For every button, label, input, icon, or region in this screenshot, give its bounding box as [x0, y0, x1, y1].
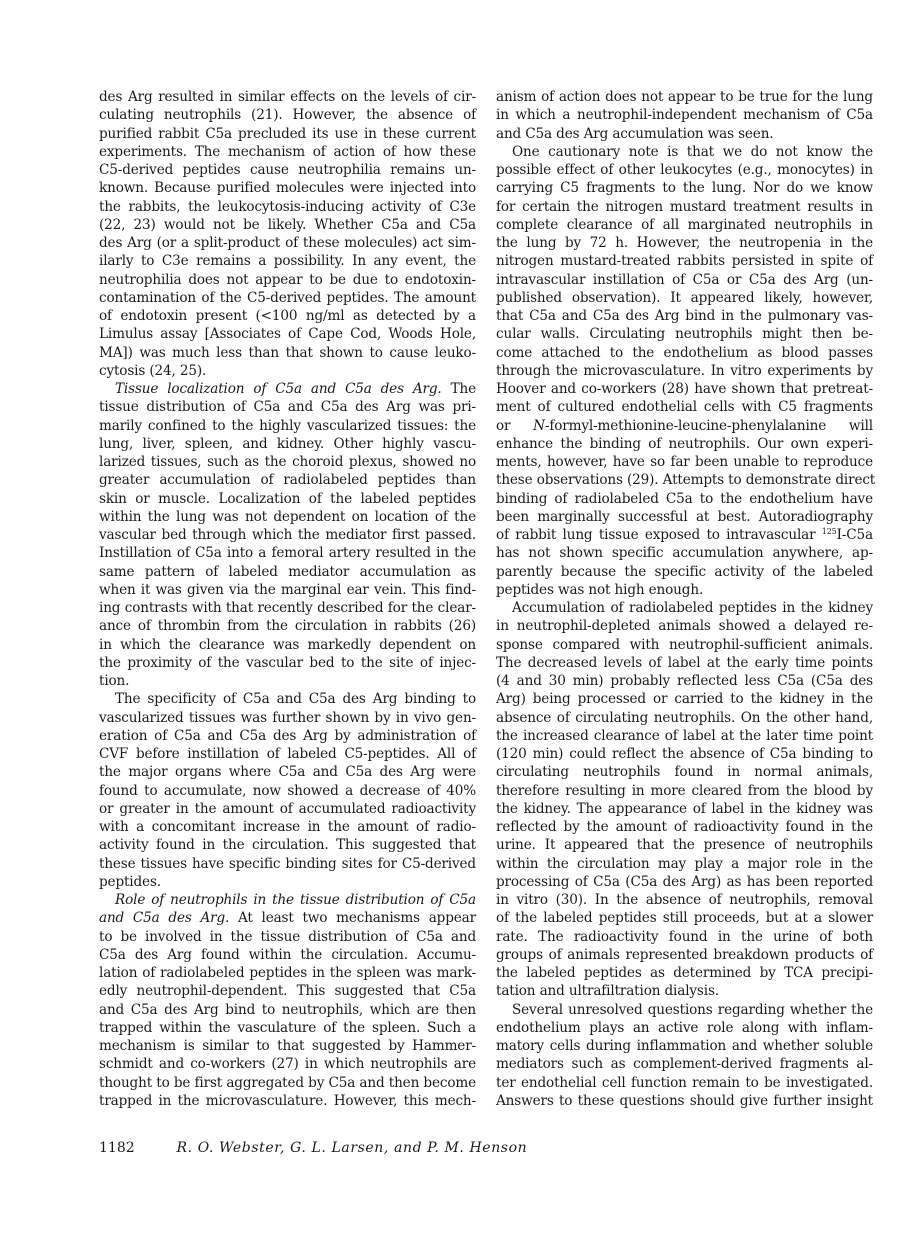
section-heading-line [99, 909, 476, 927]
text-line [496, 289, 873, 307]
text-line [496, 636, 873, 654]
text-span: tissue distribution of C5a and C5a des Arg was pri- [99, 399, 476, 416]
text-span: and C5a des Arg bind to neutrophils, which are then [99, 1001, 476, 1018]
text-span: The [441, 381, 476, 397]
text-span: or greater in the amount of accumulated radioactivity [99, 800, 476, 817]
text-span: Instillation of C5a into a femoral artery resulted in the [99, 545, 476, 562]
text-span: come attached to the endothelium as blood passes [496, 344, 873, 361]
text-span: tation and ultrafiltration dialysis. [496, 983, 719, 1000]
text-line [496, 836, 873, 854]
text-span: binding of radiolabeled C5a to the endothelium have [496, 490, 873, 507]
text-span: lung, liver, spleen, and kidney. Other highly vascu- [99, 435, 476, 452]
text-line [99, 928, 476, 946]
text-line [496, 544, 873, 562]
text-line [496, 1037, 873, 1055]
text-span: contamination of the C5-derived peptides. The amount [99, 289, 476, 306]
text-line [99, 143, 476, 161]
text-line [99, 289, 476, 307]
text-line [99, 490, 476, 508]
text-line [99, 818, 476, 836]
text-line [496, 143, 873, 161]
text-span: with a concomitant increase in the amount of radio- [99, 819, 476, 835]
text-span: des Arg (or a split-product of these molecules) act sim- [99, 235, 476, 251]
text-line [496, 581, 873, 599]
text-line [99, 836, 476, 854]
text-line [496, 946, 873, 964]
text-line [496, 252, 873, 270]
left-column [99, 88, 476, 1110]
text-line [496, 982, 873, 1000]
text-span: The specificity of C5a and C5a des Arg binding to [115, 691, 476, 708]
text-span: same pattern of labeled mediator accumulation as [99, 563, 476, 580]
text-line [99, 417, 476, 435]
text-line [99, 1074, 476, 1092]
section-heading-line [99, 380, 476, 398]
text-line [99, 471, 476, 489]
text-span: At least two mechanisms appear [229, 910, 476, 927]
text-line [496, 727, 873, 745]
text-line [496, 271, 873, 289]
text-line [496, 125, 873, 143]
text-span: activity found in the circulation. This suggested that [99, 837, 476, 854]
text-line [496, 818, 873, 836]
text-span: mediators such as complement-derived fragments al- [496, 1056, 873, 1073]
text-line [99, 125, 476, 143]
text-line [99, 800, 476, 818]
text-span: ment of cultured endothelial cells with C5 fragments [496, 399, 873, 416]
text-span: absence of circulating neutrophils. On the other hand, [496, 709, 873, 726]
text-span: processing of C5a (C5a des Arg) as has been reported [496, 873, 873, 890]
text-line [496, 471, 876, 489]
text-line [99, 362, 476, 380]
text-span: published observation). It appeared likely, however, [496, 289, 873, 306]
text-line [99, 435, 476, 453]
text-line [496, 526, 873, 544]
text-span: nitrogen mustard-treated rabbits persisted in spite of [496, 253, 873, 270]
text-span: experiments. The mechanism of action of how these [99, 143, 476, 160]
text-span: CVF before instillation of labeled C5-peptides. All of [99, 746, 476, 762]
text-span: known. Because purified molecules were injected into [99, 180, 476, 197]
text-span: the proximity of the vascular bed to the site of injec- [99, 654, 476, 671]
text-span: anism of action does not appear to be true for the lung [496, 89, 873, 105]
running-footer-authors: R. O. Webster, G. L. Larsen, and P. M. Henson [176, 1140, 528, 1156]
text-span: culating neutrophils (21). However, the absence of [99, 107, 476, 124]
text-span: in neutrophil-depleted animals showed a delayed re- [496, 618, 873, 635]
text-line [99, 216, 476, 234]
text-line [496, 654, 873, 672]
text-line [99, 672, 476, 690]
text-line [99, 763, 476, 781]
text-span: peptides was not high enough. [496, 581, 704, 598]
text-span: cular walls. Circulating neutrophils might then be- [496, 326, 873, 343]
text-span: Arg) being processed or carried to the kidney in the [496, 691, 873, 708]
text-line [99, 873, 476, 891]
text-line [99, 581, 476, 599]
text-span: the rabbits, the leukocytosis-inducing activity of C3e [99, 198, 476, 215]
text-line [496, 398, 873, 416]
text-span: (120 min) could reflect the absence of C5a binding to [496, 746, 873, 762]
text-line [496, 1001, 873, 1019]
right-column [496, 88, 876, 1110]
text-span: mechanism is similar to that suggested by Hammer- [99, 1038, 476, 1054]
text-span: the lung by 72 h. However, the neutropenia in the [496, 235, 873, 251]
text-span: to be involved in the tissue distribution of C5a and [99, 928, 476, 945]
text-line [99, 599, 476, 617]
text-span: these observations (29). Attempts to demonstrate direct [496, 472, 876, 489]
text-span: greater accumulation of radiolabeled peptides than [99, 472, 476, 489]
text-span: been marginally successful at best. Autoradiography [496, 508, 873, 525]
text-line [496, 88, 873, 106]
text-span: endothelium plays an active role along with inflam- [496, 1019, 873, 1036]
text-span: in which the clearance was markedly dependent on [99, 636, 476, 653]
text-span: ing contrasts with that recently described for the clear- [99, 600, 476, 616]
text-span: One cautionary note is that we do not know the [512, 143, 873, 160]
text-line [496, 362, 873, 380]
text-line [99, 398, 476, 416]
text-line [99, 106, 476, 124]
text-span: within the circulation may play a major role in the [496, 855, 873, 872]
text-span: thought to be first aggregated by C5a and then become [99, 1074, 476, 1091]
text-line [496, 508, 873, 526]
text-line [496, 344, 873, 362]
text-span: reflected by the amount of radioactivity found in the [496, 819, 873, 835]
text-line [99, 1037, 476, 1055]
text-span: sponse compared with neutrophil-sufficient animals. [496, 636, 873, 653]
isotope-superscript: 125 [821, 527, 837, 536]
text-span: possible effect of other leukocytes (e.g., monocytes) in [496, 162, 873, 178]
section-heading-line [99, 891, 476, 909]
text-span: purified rabbit C5a precluded its use in these current [99, 125, 476, 142]
text-span: The decreased levels of label at the early time points [496, 654, 873, 671]
text-line [99, 690, 476, 708]
text-line [496, 709, 873, 727]
text-span: complete clearance of all marginated neutrophils in [496, 216, 873, 233]
text-line [496, 307, 873, 325]
text-line [99, 307, 476, 325]
text-span: the increased clearance of label at the later time point [496, 727, 873, 744]
text-line [496, 216, 873, 234]
text-line [99, 654, 476, 672]
text-span: of the labeled peptides still proceeds, but at a slower [496, 910, 873, 927]
text-span: therefore resulting in more cleared from the blood by [496, 782, 873, 799]
text-line [496, 325, 873, 343]
text-span: the kidney. The appearance of label in the kidney was [496, 800, 873, 817]
text-span: vascular bed through which the mediator first passed. [99, 527, 476, 543]
text-line [496, 891, 873, 909]
text-line [99, 271, 476, 289]
text-span: Hoover and co-workers (28) have shown that pretreat- [496, 381, 873, 397]
text-line [99, 88, 476, 106]
text-span: trapped in the microvasculature. However, this mech- [99, 1092, 476, 1109]
text-line [496, 800, 873, 818]
text-line [99, 344, 476, 362]
text-span: and C5a des Arg accumulation was seen. [496, 125, 774, 142]
text-span: vascularized tissues was further shown by in vivo gen- [99, 709, 476, 726]
text-span: the labeled peptides as determined by TCA precipi- [496, 965, 873, 981]
text-span: MA]) was much less than that shown to cause leuko- [99, 344, 476, 361]
text-line [496, 435, 873, 453]
text-line [496, 672, 873, 690]
text-line [99, 508, 476, 526]
text-line [99, 982, 476, 1000]
text-span: in vitro (30). In the absence of neutrophils, removal [496, 892, 873, 908]
text-line [99, 544, 476, 562]
text-span: has not shown specific accumulation anywhere, ap- [496, 545, 873, 562]
text-span: larized tissues, such as the choroid plexus, showed no [99, 454, 476, 470]
text-span: edly neutrophil-dependent. This suggested that C5a [99, 983, 476, 1000]
text-span: Limulus assay [Associates of Cape Cod, Woods Hole, [99, 326, 476, 343]
text-line [496, 909, 873, 927]
text-line [496, 1074, 873, 1092]
text-line [496, 563, 873, 581]
text-span: of endotoxin present (<100 ng/ml as detected by a [99, 308, 476, 324]
text-span: C5a des Arg found within the circulation. Accumu- [99, 946, 476, 963]
text-line [99, 325, 476, 343]
text-line [99, 1019, 476, 1037]
text-line [496, 617, 873, 635]
text-span: tion. [99, 673, 130, 689]
italic-term: N [533, 417, 545, 434]
text-line [99, 946, 476, 964]
text-line [99, 234, 476, 252]
text-span: carrying C5 fragments to the lung. Nor do we know [496, 180, 873, 197]
text-line [496, 855, 873, 873]
text-span: through the microvasculature. In vitro experiments by [496, 362, 873, 379]
text-span: parently because the specific activity of the labeled [496, 563, 873, 580]
text-span: within the lung was not dependent on location of the [99, 508, 476, 525]
section-heading: and C5a des Arg. [99, 910, 230, 927]
text-span: for certain the nitrogen mustard treatment results in [496, 198, 873, 215]
text-line [496, 964, 873, 982]
text-span: found to accumulate, now showed a decrease of 40% [99, 782, 476, 799]
text-line [99, 252, 476, 270]
text-line [99, 855, 476, 873]
text-span: marily confined to the highly vascularized tissues: the [99, 417, 476, 434]
text-span: when it was given via the marginal ear vein. This find- [99, 581, 476, 598]
text-span: in which a neutrophil-independent mechanism of C5a [496, 107, 873, 124]
text-span: Accumulation of radiolabeled peptides in the kidney [512, 600, 873, 616]
text-line [99, 526, 476, 544]
text-span: (22, 23) would not be likely. Whether C5a and C5a [99, 216, 476, 233]
text-span: matory cells during inflammation and whether soluble [496, 1038, 873, 1054]
text-line [99, 198, 476, 216]
text-span: schmidt and co-workers (27) in which neutrophils are [99, 1056, 476, 1073]
text-span: lation of radiolabeled peptides in the spleen was mark- [99, 965, 476, 981]
text-line [496, 417, 873, 435]
text-span: these tissues have specific binding sites for C5-derived [99, 855, 476, 872]
text-line [496, 873, 873, 891]
text-line [496, 599, 873, 617]
text-line [496, 234, 873, 252]
text-line [496, 745, 873, 763]
text-line [496, 782, 873, 800]
text-line [496, 1092, 873, 1110]
text-span: of rabbit lung tissue exposed to intravascular [496, 527, 822, 543]
text-line [99, 1092, 476, 1110]
text-span: ilarly to C3e remains a possibility. In any event, the [99, 253, 476, 270]
text-span: neutrophilia does not appear to be due to endotoxin- [99, 271, 476, 288]
text-span: ance of thrombin from the circulation in rabbits (26) [99, 618, 476, 635]
text-line [99, 1001, 476, 1019]
text-span: (4 and 30 min) probably reflected less C5a (C5a des [496, 673, 873, 689]
text-span: urine. It appeared that the presence of neutrophils [496, 837, 873, 854]
text-span: enhance the binding of neutrophils. Our own experi- [496, 435, 873, 452]
text-span: des Arg resulted in similar effects on the levels of cir- [99, 89, 476, 105]
text-span: C5-derived peptides cause neutrophilia remains un- [99, 162, 476, 178]
text-span: Answers to these questions should give further insight [496, 1092, 873, 1109]
text-line [99, 617, 476, 635]
text-line [496, 161, 873, 179]
text-line [496, 763, 873, 781]
text-line [496, 380, 873, 398]
text-line [496, 198, 873, 216]
text-line [99, 636, 476, 654]
text-line [496, 106, 873, 124]
text-span: peptides. [99, 873, 161, 890]
text-line [496, 928, 873, 946]
section-heading: Role of neutrophils in the tissue distribution of C5a [115, 892, 476, 908]
text-span: ments, however, have so far been unable to reproduce [496, 454, 873, 470]
text-line [99, 453, 476, 471]
text-line [496, 453, 873, 471]
text-line [99, 745, 476, 763]
text-span: circulating neutrophils found in normal animals, [496, 764, 873, 781]
text-span: Several unresolved questions regarding whether the [512, 1001, 873, 1018]
text-span: ter endothelial cell function remain to be investigated. [496, 1074, 873, 1091]
text-span: the major organs where C5a and C5a des Arg were [99, 764, 476, 781]
text-line [496, 690, 873, 708]
text-line [99, 161, 476, 179]
text-line [99, 782, 476, 800]
text-span: intravascular instillation of C5a or C5a des Arg (un- [496, 271, 873, 288]
text-span: -formyl-methionine-leucine-phenylalanine will [544, 417, 873, 434]
text-line [99, 563, 476, 581]
text-span: or [496, 417, 534, 434]
page-number: 1182 [99, 1140, 135, 1156]
text-span: I-C5a [836, 527, 873, 543]
text-line [496, 1055, 873, 1073]
text-line [496, 179, 873, 197]
page-footer [99, 1140, 527, 1156]
text-line [99, 1055, 476, 1073]
text-span: trapped within the vasculature of the spleen. Such a [99, 1019, 476, 1036]
text-span: cytosis (24, 25). [99, 362, 207, 379]
text-span: groups of animals represented breakdown products of [496, 946, 873, 963]
text-span: rate. The radioactivity found in the urine of both [496, 928, 873, 945]
text-span: skin or muscle. Localization of the labeled peptides [99, 490, 476, 507]
text-line [99, 179, 476, 197]
text-line [99, 727, 476, 745]
section-heading: Tissue localization of C5a and C5a des Arg. [115, 381, 442, 397]
text-span: eration of C5a and C5a des Arg by administration of [99, 727, 476, 744]
text-line [496, 1019, 873, 1037]
text-span: that C5a and C5a des Arg bind in the pulmonary vas- [496, 308, 873, 324]
text-line [99, 964, 476, 982]
text-line [496, 490, 873, 508]
text-line [99, 709, 476, 727]
